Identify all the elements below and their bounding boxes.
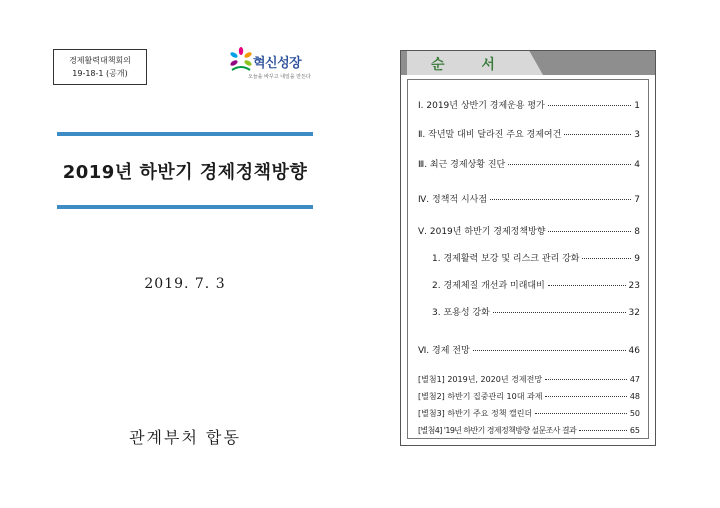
toc-heading: 순 서 bbox=[431, 57, 511, 73]
issuing-organization: 관계부처 합동 bbox=[129, 428, 241, 447]
toc-item-label: Ⅳ. 정책적 시사점 bbox=[418, 195, 488, 205]
logo-slogan: 오늘을 바꾸고 내일을 만든다 bbox=[248, 74, 311, 80]
logo-name: 혁신성장 bbox=[253, 56, 302, 71]
toc-appendix-item[interactable] bbox=[418, 374, 640, 385]
toc-item-label: Ⅵ. 경제 전망 bbox=[418, 346, 470, 356]
toc-item-page: 4 bbox=[634, 160, 640, 170]
toc-item-page: 7 bbox=[634, 195, 640, 205]
toc-appendix-item[interactable] bbox=[418, 391, 640, 402]
table-of-contents bbox=[400, 50, 656, 446]
toc-item-label: 1. 경제활력 보강 및 리스크 관리 강화 bbox=[432, 254, 580, 264]
toc-item-page: 48 bbox=[629, 392, 640, 401]
title-rule-bottom bbox=[57, 205, 313, 209]
toc-item-page: 65 bbox=[629, 426, 640, 435]
meeting-name: 경제활력대책회의 bbox=[69, 56, 131, 65]
toc-leader bbox=[493, 312, 626, 313]
toc-appendix-item[interactable] bbox=[418, 425, 640, 436]
toc-leader bbox=[548, 105, 631, 106]
toc-item-page: 50 bbox=[629, 409, 640, 418]
title-rule-top bbox=[57, 132, 313, 136]
document-title: 2019년 하반기 경제정책방향 bbox=[62, 162, 308, 183]
toc-item-label: [별첨1] 2019년, 2020년 경제전망 bbox=[418, 375, 543, 384]
toc-item-page: 3 bbox=[634, 130, 640, 140]
toc-item-label: [별첨3] 하반기 주요 정책 캘린더 bbox=[418, 409, 533, 418]
toc-item-page: 1 bbox=[634, 101, 640, 111]
toc-item[interactable] bbox=[418, 157, 640, 170]
toc-leader bbox=[545, 396, 626, 397]
toc-leader bbox=[535, 413, 627, 414]
toc-item-label: Ⅲ. 최근 경제상황 진단 bbox=[418, 160, 506, 170]
toc-item-label: 3. 포용성 강화 bbox=[432, 308, 490, 318]
toc-item[interactable] bbox=[418, 127, 640, 140]
toc-subitem[interactable] bbox=[432, 278, 640, 291]
pinwheel-icon bbox=[228, 46, 254, 72]
toc-item-page: 47 bbox=[629, 375, 640, 384]
toc-item[interactable] bbox=[418, 192, 640, 205]
toc-item[interactable] bbox=[418, 224, 640, 237]
toc-leader bbox=[508, 164, 631, 165]
toc-leader bbox=[579, 430, 627, 431]
meeting-code: 19-18-1 (공개) bbox=[72, 69, 128, 78]
toc-body bbox=[407, 79, 649, 439]
toc-item-label: [별첨4] '19년 하반기 경제정책방향 설문조사 결과 bbox=[418, 426, 577, 435]
toc-item-label: Ⅱ. 작년말 대비 달라진 주요 경제여건 bbox=[418, 130, 562, 140]
toc-item-page: 46 bbox=[628, 346, 640, 356]
toc-item[interactable] bbox=[418, 343, 640, 356]
innovation-growth-logo bbox=[228, 46, 318, 88]
toc-item-label: Ⅰ. 2019년 상반기 경제운용 평가 bbox=[418, 101, 545, 111]
toc-item-page: 9 bbox=[634, 254, 640, 264]
toc-leader bbox=[548, 231, 631, 232]
toc-leader bbox=[545, 379, 627, 380]
toc-item-label: 2. 경제체질 개선과 미래대비 bbox=[432, 281, 545, 291]
meeting-info-box bbox=[53, 49, 147, 85]
toc-item-page: 8 bbox=[634, 227, 640, 237]
toc-item-page: 32 bbox=[628, 308, 640, 318]
toc-leader bbox=[564, 134, 631, 135]
toc-item-page: 23 bbox=[628, 281, 640, 291]
toc-leader bbox=[548, 285, 626, 286]
toc-subitem[interactable] bbox=[432, 251, 640, 264]
toc-leader bbox=[582, 258, 631, 259]
toc-item-label: [별첨2] 하반기 집중관리 10대 과제 bbox=[418, 392, 543, 401]
toc-subitem[interactable] bbox=[432, 305, 640, 318]
document-date: 2019. 7. 3 bbox=[144, 276, 226, 292]
toc-leader bbox=[473, 350, 626, 351]
toc-leader bbox=[490, 199, 631, 200]
toc-item[interactable] bbox=[418, 98, 640, 111]
toc-item-label: Ⅴ. 2019년 하반기 경제정책방향 bbox=[418, 227, 546, 237]
toc-appendix-item[interactable] bbox=[418, 408, 640, 419]
